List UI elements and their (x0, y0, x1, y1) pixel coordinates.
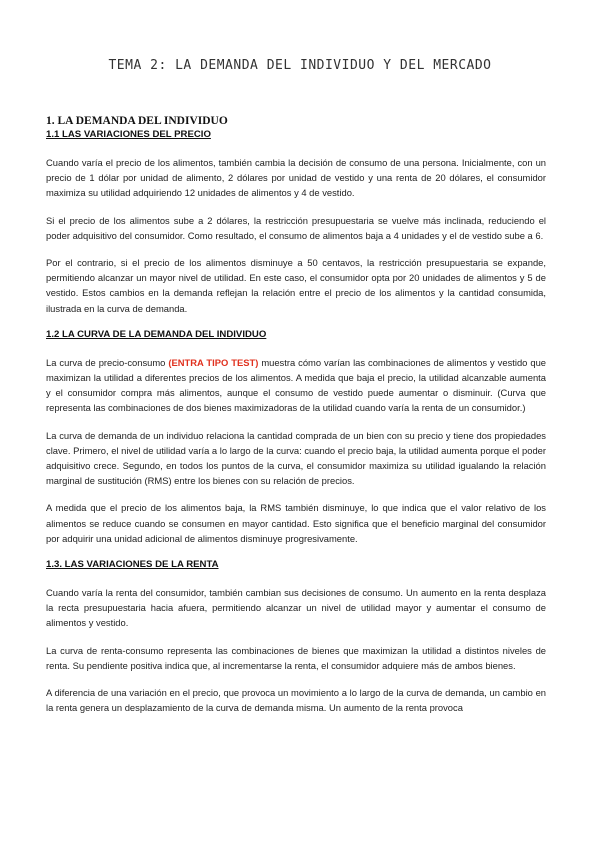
paragraph-1-2-a-end: muestra cómo varían las combinaciones de alimentos y vestido que maximizan la utilidad a diferentes precios de los alimentos. A medida que baja el precio, la utilidad alcanzable aumenta y el consumidor compra más alimentos, aunque el consumo de vestido puede aumentar o disminuir. (Curva que representa las combinaciones de dos bienes maximizadoras de la utilidad cuando varía la renta de un consumidor.) (46, 356, 547, 414)
section-heading-1: 1. LA DEMANDA DEL INDIVIDUO (46, 115, 228, 127)
test-tag: (ENTRA TIPO TEST) (168, 356, 259, 368)
paragraph-1-3-c: A diferencia de una variación en el precio, que provoca un movimiento a lo largo de la curva de demanda, un cambio en la renta genera un desplazamiento de la curva de demanda misma. Un aumento de la renta provoca (46, 687, 546, 714)
paragraph-1-2-a (46, 355, 546, 416)
subsection-heading-1-1: 1.1 LAS VARIACIONES DEL PRECIO (46, 129, 211, 140)
subsection-heading-1-3: 1.3. LAS VARIACIONES DE LA RENTA (46, 559, 219, 571)
paragraph-1-2-b: La curva de demanda de un individuo relaciona la cantidad comprada de un bien con su precio y tiene dos propiedades clave. Primero, el nivel de utilidad varía a lo largo de la curva: cuando el precio baja, la utilidad aumenta porque el poder adquisitivo crece. Segundo, en todos los puntos de la curva, el consumidor maximiza su utilidad igualando la relación marginal de sustitución (RMS) entre los bienes con su relación de precios. (46, 429, 546, 487)
paragraph-1-1-c: Por el contrario, si el precio de los alimentos disminuye a 50 centavos, la restricción presupuestaria se expande, permitiendo alcanzar un mayor nivel de utilidad. En este caso, el consumidor opta por 20 unidades de alimentos y 5 de vestido. Estos cambios en la demanda reflejan la relación entre el precio de los alimentos y la cantidad consumida, ilustrada en la curva de demanda. (46, 257, 546, 314)
paragraph-1-1-b: Si el precio de los alimentos sube a 2 dólares, la restricción presupuestaria se vuelve más inclinada, reduciendo el poder adquisitivo del consumidor. Como resultado, el consumo de alimentos baja a 4 unidades y el de vestido sube a 6. (46, 214, 546, 241)
document-content (46, 114, 546, 715)
paragraph-1-3-a: Cuando varía la renta del consumidor, también cambian sus decisiones de consumo. Un aumento en la renta desplaza la recta presupuestaria hacia afuera, permitiendo alcanzar un nivel de utilidad mayor y aumentar el consumo de alimentos y vestido. (46, 587, 546, 629)
paragraph-1-2-c: A medida que el precio de los alimentos baja, la RMS también disminuye, lo que indica que el valor relativo de los alimentos se reduce cuando se consumen en mayor cantidad. Esto significa que el beneficio marginal del consumidor por adquirir una unidad adicional de alimentos disminuye progresivamente. (46, 502, 546, 544)
subsection-heading-1-2: 1.2 LA CURVA DE LA DEMANDA DEL INDIVIDUO (46, 328, 267, 340)
paragraph-1-1-a: Cuando varía el precio de los alimentos, también cambia la decisión de consumo de una persona. Inicialmente, con un precio de 1 dólar por unidad de alimento, 2 dólares por unidad de vestido y una renta de 20 dólares, el consumidor maximiza su utilidad adquiriendo 12 unidades de alimentos y 4 de vestido. (46, 157, 546, 199)
paragraph-1-3-b: La curva de renta-consumo representa las combinaciones de bienes que maximizan la utilidad a distintos niveles de renta. Su pendiente positiva indica que, al incrementarse la renta, el consumidor adquiere más de ambos bienes. (46, 644, 546, 671)
document-title: TEMA 2: LA DEMANDA DEL INDIVIDUO Y DEL MERCADO (108, 58, 492, 73)
paragraph-1-2-a-start: La curva de precio-consumo (46, 356, 169, 368)
